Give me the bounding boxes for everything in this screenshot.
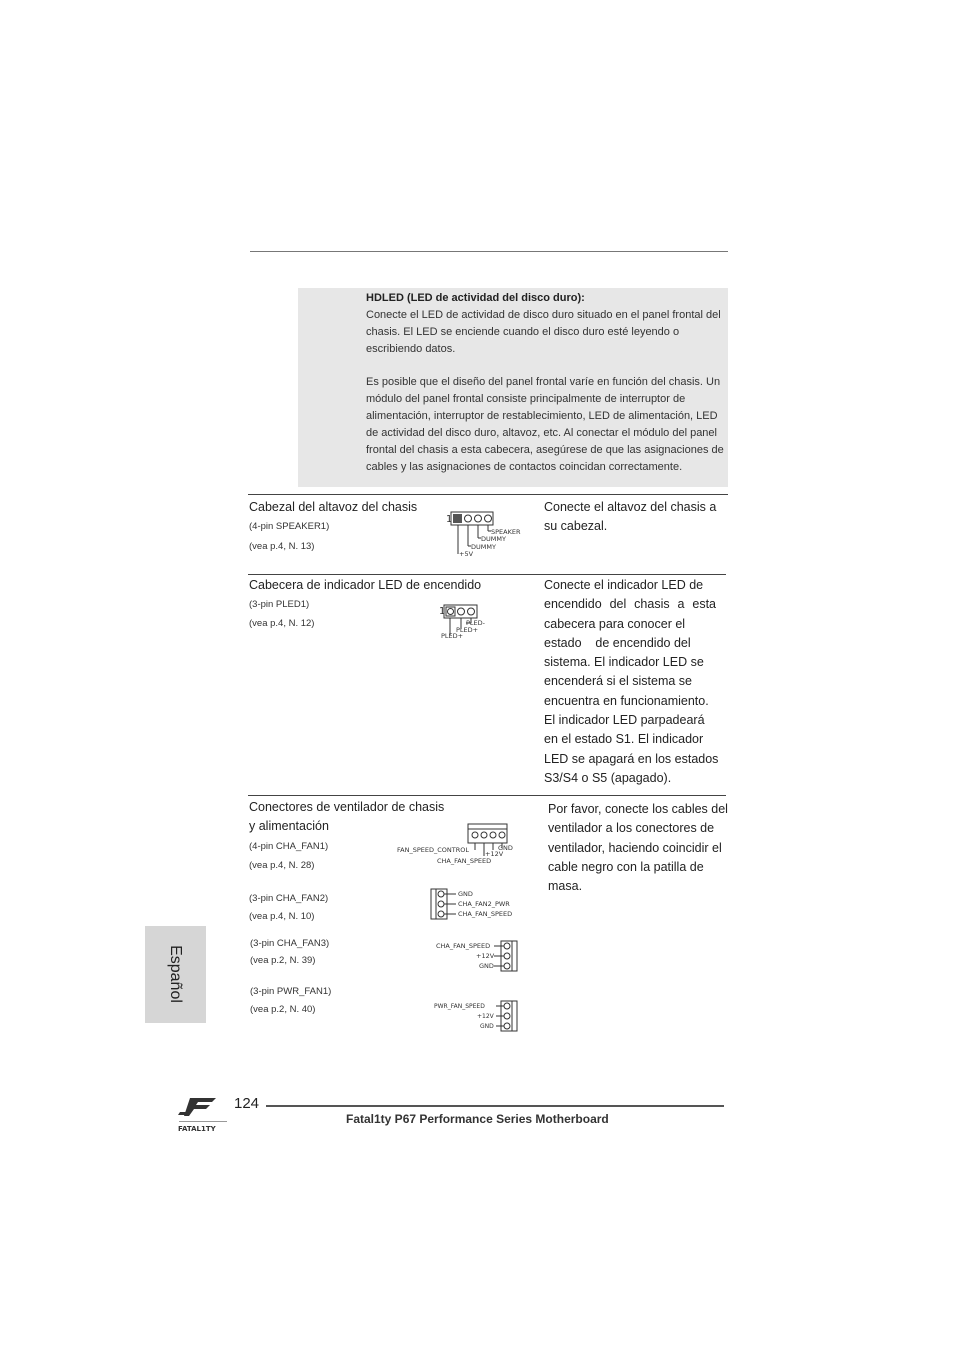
section-rule: [248, 494, 728, 495]
cha-fan1-pin: (4-pin CHA_FAN1): [249, 841, 329, 852]
cha-fan2-diagram: [428, 886, 528, 922]
top-rule: [250, 251, 728, 252]
cha-fan3-pin: (3-pin CHA_FAN3): [250, 938, 330, 949]
svg-text:SPEAKER: SPEAKER: [491, 528, 521, 536]
speaker-pin: (4-pin SPEAKER1): [249, 521, 330, 532]
pled-description: Conecte el indicador LED de encendido del chasis a esta cabecera para conocer el estado de encendido del sistema. El indicador LED se encenderá si el sistema se encuentra en funcionamiento. El indicador LED parpadeará en el estado S1. El indicador LED se apagará en los estados S3/S4 o S5 (apagado).: [544, 578, 719, 785]
svg-text:+12V: +12V: [476, 952, 495, 960]
svg-text:+12V: +12V: [477, 1013, 494, 1020]
page-number: 124: [234, 1095, 260, 1112]
note-paragraph-2: Es posible que el diseño del panel frontal varíe en función del chasis. Un módulo del panel frontal consiste principalmente de interruptor de alimentación, interruptor de restablecimiento, LED de alimentación, LED de actividad del disco duro, altavoz, etc. Al conectar el módulo del panel frontal del chasis a esta cabecera, asegúrese de que las asignaciones de cables y las asignaciones de contactos coincidan correctamente.: [366, 376, 724, 473]
svg-text:1: 1: [439, 606, 446, 617]
language-label: Español: [167, 945, 184, 1003]
cha-fan3-diagram: [434, 938, 524, 974]
svg-text:GND: GND: [498, 844, 513, 852]
cha-fan1-diagram: [395, 820, 525, 868]
svg-text:DUMMY: DUMMY: [481, 535, 506, 543]
fans-title-line2: y alimentación: [249, 819, 329, 833]
pled-ref: (vea p.4, N. 12): [249, 618, 315, 629]
cha-fan2-pin: (3-pin CHA_FAN2): [249, 893, 329, 904]
speaker-ref: (vea p.4, N. 13): [249, 541, 315, 552]
cha-fan1-ref: (vea p.4, N. 28): [249, 860, 315, 871]
footer-title: Fatal1ty P67 Performance Series Motherboard: [346, 1112, 609, 1126]
svg-text:1: 1: [446, 514, 453, 525]
fatal1ty-logo: [176, 1094, 232, 1134]
svg-text:FAN_SPEED_CONTROL: FAN_SPEED_CONTROL: [397, 846, 469, 854]
pled-title: Cabecera de indicador LED de encendido: [249, 578, 482, 592]
pwr-fan1-pin: (3-pin PWR_FAN1): [250, 986, 332, 997]
svg-text:FATAL1TY: FATAL1TY: [178, 1125, 216, 1133]
speaker-connector-diagram: [440, 508, 530, 560]
svg-text:CHA_FAN_SPEED: CHA_FAN_SPEED: [436, 942, 491, 950]
footer-rule: [266, 1105, 724, 1107]
pled-connector-diagram: [436, 602, 496, 642]
svg-text:PWR_FAN_SPEED: PWR_FAN_SPEED: [434, 1003, 485, 1010]
note-paragraph-1: Conecte el LED de actividad de disco duro situado en el panel frontal del chasis. El LED se enciende cuando el disco duro esté leyendo o escribiendo datos.: [366, 309, 721, 355]
note-title: HDLED (LED de actividad del disco duro):: [366, 292, 585, 304]
fans-description: Por favor, conecte los cables del ventilador a los conectores de ventilador, haciendo coincidir el cable negro con la patilla de masa.: [548, 802, 728, 894]
svg-text:GND: GND: [458, 890, 473, 898]
fans-title-line1: Conectores de ventilador de chasis: [249, 800, 445, 814]
svg-text:DUMMY: DUMMY: [471, 543, 496, 551]
svg-text:GND: GND: [479, 962, 494, 970]
speaker-description: Conecte el altavoz del chasis a su cabezal.: [544, 500, 717, 534]
svg-text:PLED-: PLED-: [466, 619, 485, 627]
pwr-fan1-diagram: [432, 998, 524, 1034]
svg-text:+5V: +5V: [459, 550, 474, 558]
section-rule: [248, 574, 726, 575]
svg-text:CHA_FAN2_PWR: CHA_FAN2_PWR: [458, 900, 510, 908]
language-side-tab: [145, 926, 206, 1023]
svg-text:PLED+: PLED+: [456, 626, 479, 634]
svg-text:PLED+: PLED+: [441, 632, 464, 640]
pwr-fan1-ref: (vea p.2, N. 40): [250, 1004, 316, 1015]
svg-text:+12V: +12V: [485, 850, 504, 858]
speaker-title: Cabezal del altavoz del chasis: [249, 500, 418, 514]
svg-text:CHA_FAN_SPEED: CHA_FAN_SPEED: [458, 910, 513, 918]
section-rule: [248, 795, 726, 796]
cha-fan3-ref: (vea p.2, N. 39): [250, 955, 316, 966]
svg-text:GND: GND: [480, 1023, 494, 1030]
svg-text:CHA_FAN_SPEED: CHA_FAN_SPEED: [437, 857, 492, 865]
pled-pin: (3-pin PLED1): [249, 599, 310, 610]
cha-fan2-ref: (vea p.4, N. 10): [249, 911, 315, 922]
